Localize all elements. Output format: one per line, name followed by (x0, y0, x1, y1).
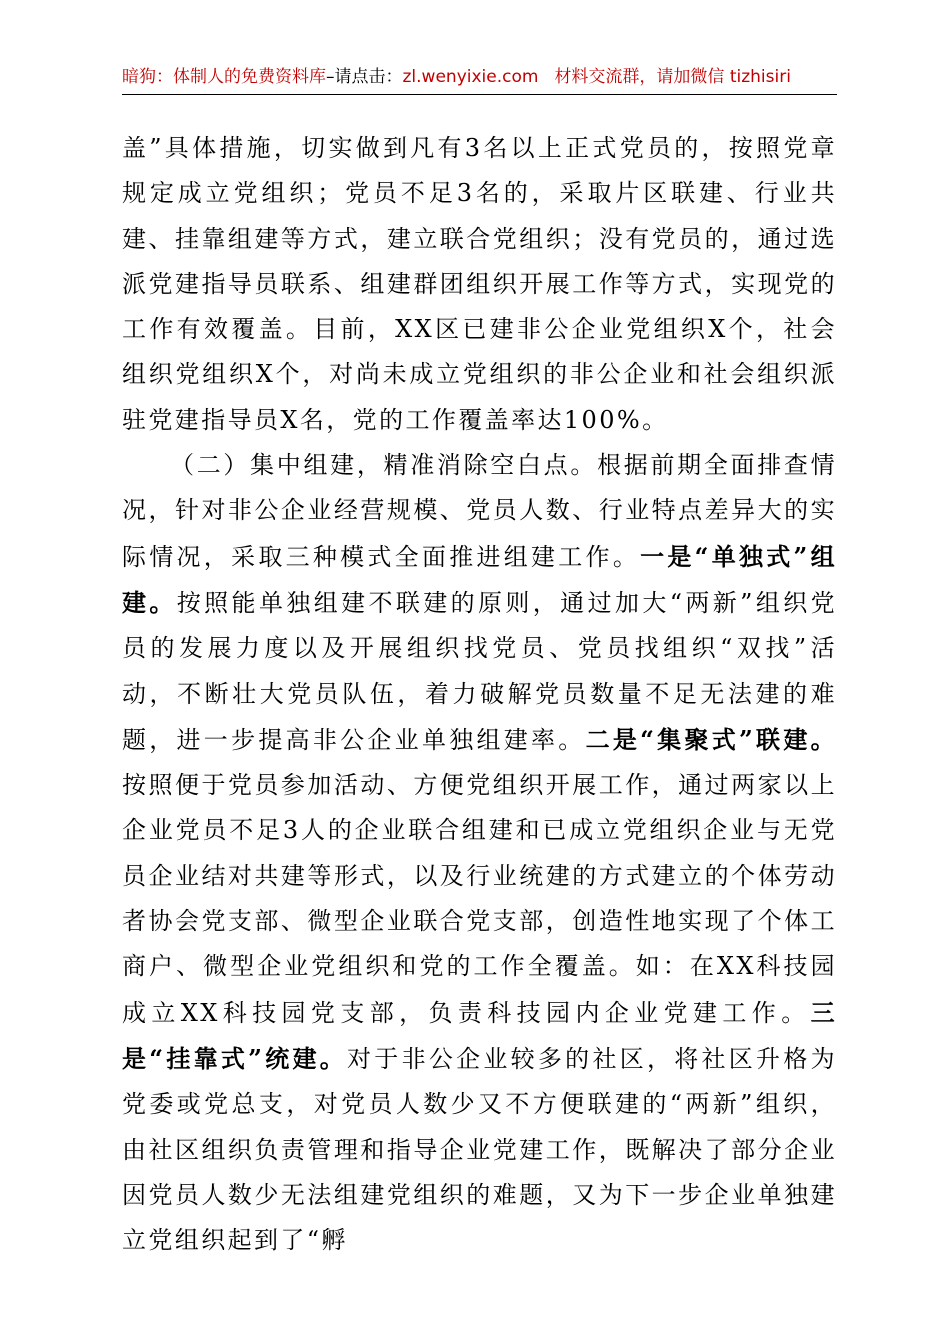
point-1-title: 一是“单独式”组建。 (122, 541, 837, 617)
page-header (122, 64, 837, 95)
header-url-link[interactable]: zl.wenyixie.com (402, 67, 539, 87)
paragraph-2-intro: 根据前期全面排查情况，针对非公企业经营规模、党员人数、行业特点差异大的实际情况，采取三种模式全面推进组建工作。 (122, 451, 837, 571)
point-2-text: 按照便于党员参加活动、方便党组织开展工作，通过两家以上企业党员不足3人的企业联合组建和已成立党组织企业与无党员企业结对共建等形式，以及行业统建的方式建立的个体劳动者协会党支部、微型企业联合党支部，创造性地实现了个体工商户、微型企业党组织和党的工作全覆盖。如：在XX科技园成立XX科技园党支部，负责科技园内企业党建工作。 (122, 771, 837, 1027)
header-click-prefix: –请点击： (326, 67, 403, 87)
document-body (122, 126, 837, 1263)
paragraph-2 (122, 443, 837, 1263)
point-3-title: 三是“挂靠式”统建。 (122, 997, 837, 1073)
point-1-text: 按照能单独组建不联建的原则，通过加大“两新”组织党员的发展力度以及开展组织找党员、党员找组织“双找”活动，不断壮大党员队伍，着力破解党员数量不足无法建的难题，进一步提高非公企业单独组建率。 (122, 588, 837, 754)
header-group-info: 材料交流群，请加微信 tizhisiri (554, 67, 791, 87)
section-heading: （二）集中组建，精准消除空白点。 (170, 451, 598, 480)
header-brand: 暗狗：体制人的免费资料库 (122, 67, 326, 87)
point-3-text: 对于非公企业较多的社区，将社区升格为党委或党总支，对党员人数少又不方便联建的“两新”组织，由社区组织负责管理和指导企业党建工作，既解决了部分企业因党员人数少无法组建党组织的难题，又为下一步企业单独建立党组织起到了“孵 (122, 1044, 837, 1255)
paragraph-1: 盖”具体措施，切实做到凡有3名以上正式党员的，按照党章规定成立党组织；党员不足3名的，采取片区联建、行业共建、挂靠组建等方式，建立联合党组织；没有党员的，通过选派党建指导员联系、组建群团组织开展工作等方式，实现党的工作有效覆盖。目前，XX区已建非公企业党组织X个，社会组织党组织X个，对尚未成立党组织的非公企业和社会组织派驻党建指导员X名，党的工作覆盖率达100%。 (122, 134, 837, 434)
point-2-title: 二是“集聚式”联建。 (585, 724, 837, 754)
